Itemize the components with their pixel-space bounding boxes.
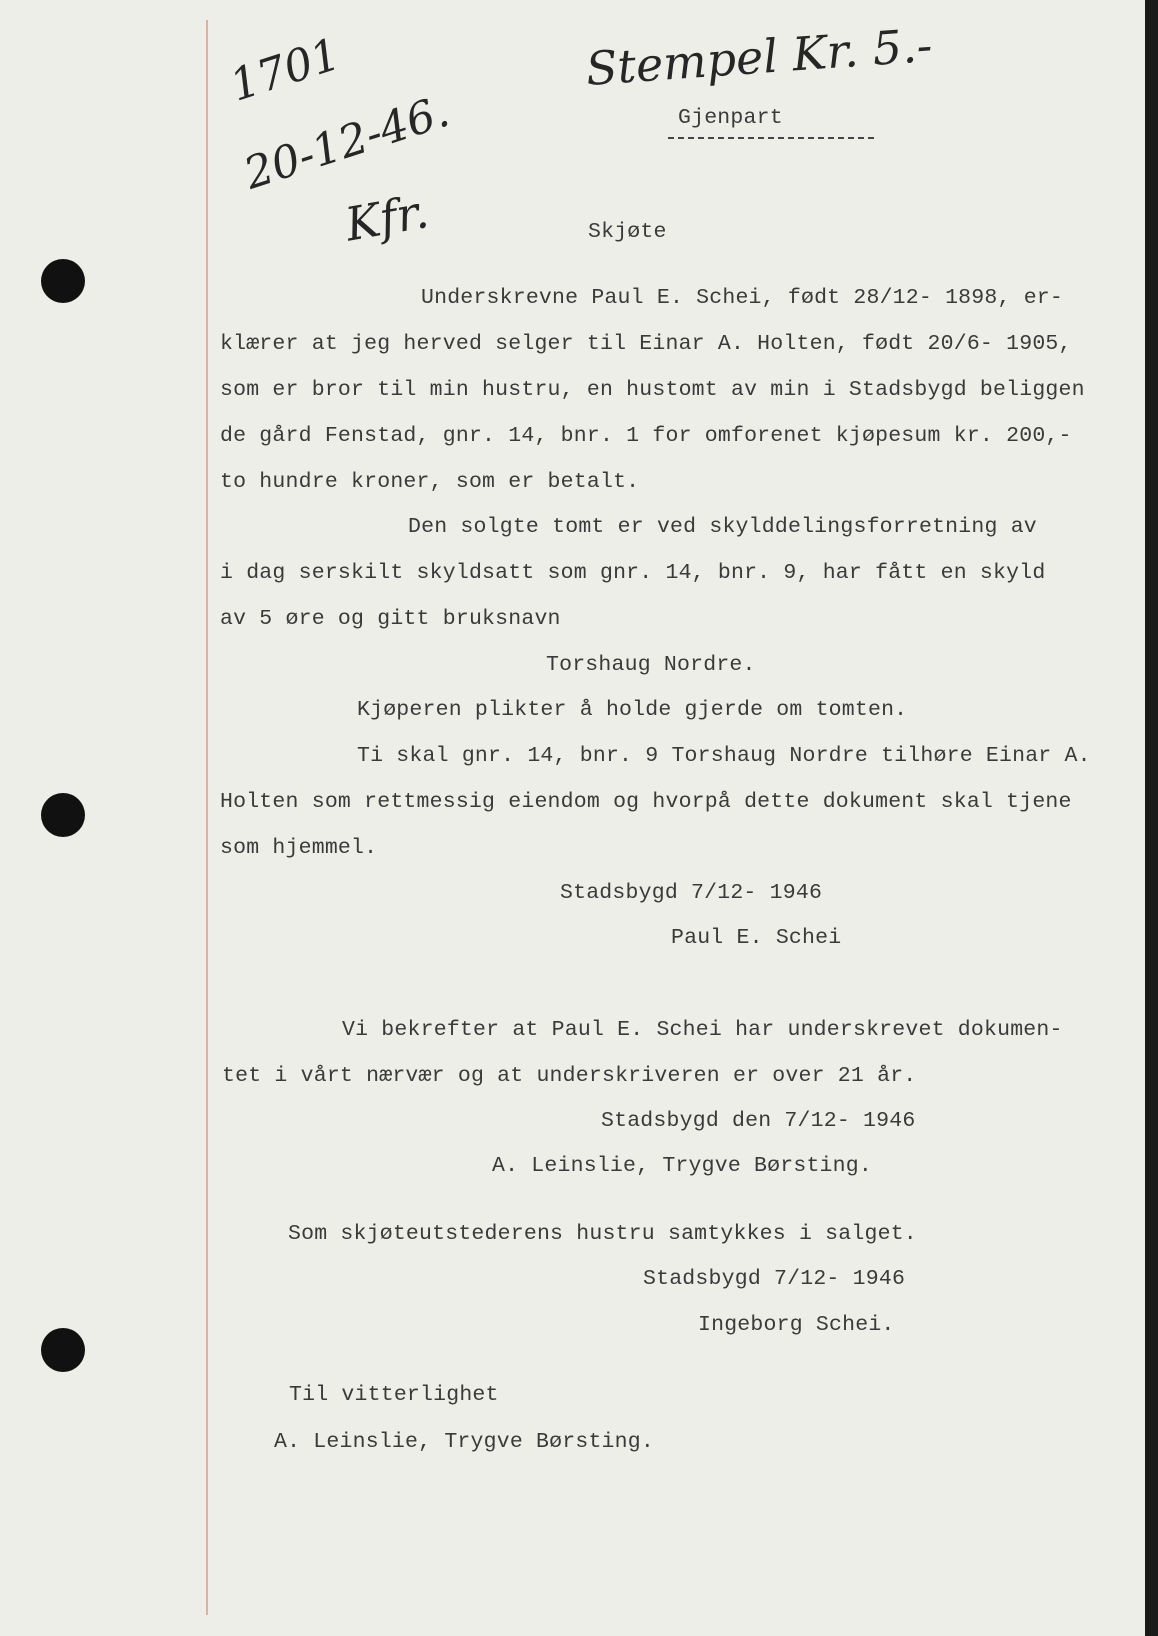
seller-signature: Paul E. Schei — [671, 926, 842, 950]
deed-line: av 5 øre og gitt bruksnavn — [220, 607, 561, 631]
consent-line: Som skjøteutstederens hustru samtykkes i salget. — [288, 1222, 917, 1246]
confirmation-line: tet i vårt nærvær og at underskriveren er over 21 år. — [222, 1064, 917, 1088]
property-name: Torshaug Nordre. — [546, 653, 756, 677]
deed-line: som er bror til min hustru, en hustomt av min i Stadsbygd beliggen — [220, 378, 1085, 402]
handwritten-stamp-fee: Stempel Kr. 5.- — [584, 17, 934, 96]
deed-line: Kjøperen plikter å holde gjerde om tomten. — [357, 698, 908, 722]
handwritten-number: 1701 — [224, 28, 347, 112]
handwritten-date: 20-12-46. — [238, 85, 456, 200]
punch-hole — [41, 793, 85, 837]
deed-line: klærer at jeg herved selger til Einar A. Holten, født 20/6- 1905, — [220, 332, 1072, 356]
deed-title: Skjøte — [588, 220, 667, 244]
deed-place-date: Stadsbygd 7/12- 1946 — [560, 881, 823, 905]
attestation-witnesses: A. Leinslie, Trygve Børsting. — [274, 1430, 654, 1454]
confirmation-witnesses: A. Leinslie, Trygve Børsting. — [492, 1154, 872, 1178]
deed-line: som hjemmel. — [220, 836, 378, 860]
consent-place-date: Stadsbygd 7/12- 1946 — [643, 1267, 906, 1291]
copy-label: Gjenpart — [678, 106, 783, 130]
deed-line: to hundre kroner, som er betalt. — [220, 470, 640, 494]
handwritten-initials: Kfr. — [341, 184, 433, 252]
copy-label-underline — [668, 137, 874, 139]
attestation-label: Til vitterlighet — [289, 1383, 499, 1407]
deed-line: Holten som rettmessig eiendom og hvorpå dette dokument skal tjene — [220, 790, 1072, 814]
margin-line — [206, 20, 208, 1615]
deed-line: i dag serskilt skyldsatt som gnr. 14, bnr. 9, har fått en skyld — [220, 561, 1046, 585]
confirmation-line: Vi bekrefter at Paul E. Schei har underskrevet dokumen- — [342, 1018, 1063, 1042]
punch-hole — [41, 259, 85, 303]
deed-line: de gård Fenstad, gnr. 14, bnr. 1 for omforenet kjøpesum kr. 200,- — [220, 424, 1072, 448]
deed-line: Den solgte tomt er ved skylddelingsforretning av — [408, 515, 1037, 539]
punch-hole — [41, 1328, 85, 1372]
spouse-signature: Ingeborg Schei. — [698, 1313, 895, 1337]
confirmation-place-date: Stadsbygd den 7/12- 1946 — [601, 1109, 916, 1133]
deed-line: Ti skal gnr. 14, bnr. 9 Torshaug Nordre tilhøre Einar A. — [357, 744, 1091, 768]
deed-line: Underskrevne Paul E. Schei, født 28/12- 1898, er- — [421, 286, 1064, 310]
